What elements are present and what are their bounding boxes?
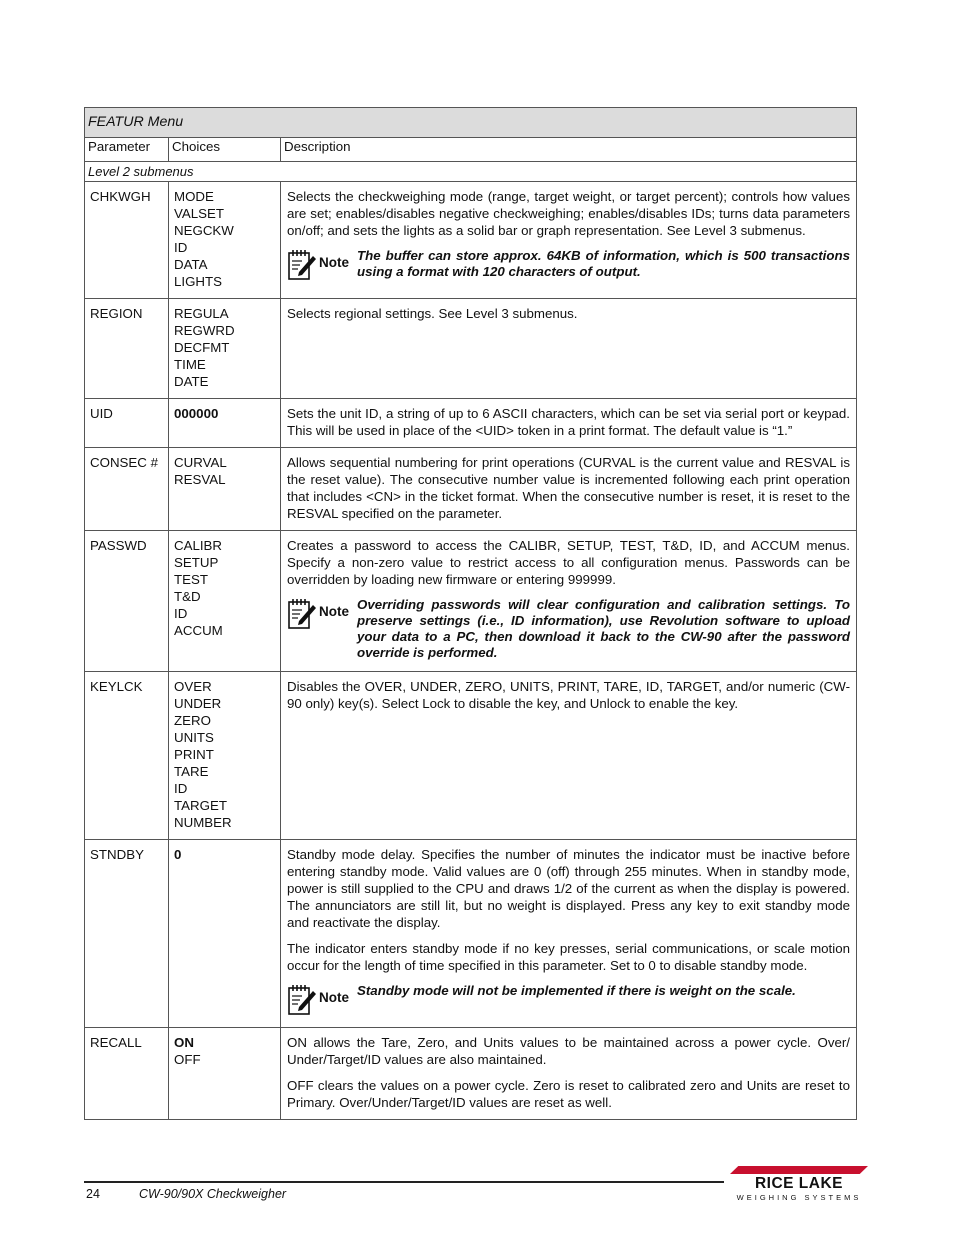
note-box — [287, 597, 850, 661]
choice-item: ID — [174, 781, 188, 796]
choice-item: CALIBR — [174, 538, 223, 553]
table-row — [85, 840, 857, 1028]
parameter-cell: RECALL — [85, 1028, 169, 1120]
column-header-description: Description — [281, 138, 857, 162]
table-row — [85, 448, 857, 531]
choice-item: DECFMT — [174, 340, 230, 355]
parameter-cell: CHKWGH — [85, 182, 169, 299]
choices-cell — [169, 399, 281, 448]
logo-tagline: WEIGHING SYSTEMS — [736, 1193, 862, 1202]
choice-item: 000000 — [174, 406, 219, 421]
choice-item: RESVAL — [174, 472, 226, 487]
table-body — [85, 182, 857, 1120]
column-header-parameter: Parameter — [85, 138, 169, 162]
logo-name: RICE LAKE — [754, 1175, 844, 1192]
table-subheading: Level 2 submenus — [85, 162, 857, 182]
choices-cell — [169, 299, 281, 399]
parameter-cell: KEYLCK — [85, 672, 169, 840]
rice-lake-logo — [728, 1166, 870, 1202]
note-box — [287, 248, 850, 282]
description-cell — [281, 299, 857, 399]
choice-item: DATA — [174, 257, 208, 272]
parameter-cell: REGION — [85, 299, 169, 399]
parameter-cell: UID — [85, 399, 169, 448]
description-cell — [281, 531, 857, 672]
choices-cell — [169, 840, 281, 1028]
choice-item: TARGET — [174, 798, 227, 813]
choice-item: MODE — [174, 189, 214, 204]
choices-cell — [169, 182, 281, 299]
choice-item: ZERO — [174, 713, 211, 728]
note-label: Note — [319, 990, 349, 1005]
description-paragraph: Standby mode delay. Specifies the number of minutes the indicator must be inactive before entering standby mode. Valid values are 0 (off) through 255 minutes. When in standby mode, power is still supplied to the CPU and draws 1/2 of the current as when the display is powered. The annunciators are still lit, but no weight is displayed. Press any key to exit standby mode and reactivate the display. — [287, 847, 850, 930]
choice-item: LIGHTS — [174, 274, 223, 289]
choice-item: NUMBER — [174, 815, 232, 830]
choice-item: DATE — [174, 374, 209, 389]
description-cell — [281, 840, 857, 1028]
choice-item: ID — [174, 240, 188, 255]
choices-cell — [169, 672, 281, 840]
choice-item: UNITS — [174, 730, 214, 745]
note-text: Overriding passwords will clear configuration and calibration settings. To preserve settings (i.e., ID information), use Revolution software to upload your data to a PC, then download it back to the CW-90 after the password override is performed. — [357, 597, 850, 660]
choice-item: ID — [174, 606, 188, 621]
parameter-cell: PASSWD — [85, 531, 169, 672]
parameter-cell: STNDBY — [85, 840, 169, 1028]
choice-item: ACCUM — [174, 623, 223, 638]
note-text: The buffer can store approx. 64KB of information, which is 500 transactions using a format with 120 characters of output. — [357, 248, 850, 279]
note-box — [287, 983, 850, 1017]
description-cell — [281, 1028, 857, 1120]
choice-item: PRINT — [174, 747, 214, 762]
description-paragraph: ON allows the Tare, Zero, and Units values to be maintained across a power cycle. Over/ Under/Target/ID values are also maintained. — [287, 1035, 850, 1067]
note-pencil-icon — [287, 248, 357, 282]
description-paragraph: Creates a password to access the CALIBR, SETUP, TEST, T&D, ID, and ACCUM menus. Specify a non-zero value to restrict access to all configuration menus. Passwords can be overridden by loading new firmware or entering 999999. — [287, 538, 850, 587]
choice-item: TEST — [174, 572, 208, 587]
choice-item: OFF — [174, 1052, 201, 1067]
note-pencil-icon — [287, 983, 357, 1017]
description-paragraph: Allows sequential numbering for print operations (CURVAL is the current value and RESVAL is the reset value). The consecutive number value is incremented following each print operation that includes <CN> in the ticket format. When the consecutive number is reset, it is reset to the RESVAL specified on the parameter. — [287, 455, 850, 521]
footer-rule — [84, 1181, 724, 1183]
description-cell — [281, 182, 857, 299]
page-number: 24 — [86, 1187, 100, 1201]
choice-item: TARE — [174, 764, 209, 779]
description-cell — [281, 672, 857, 840]
note-label: Note — [319, 604, 349, 619]
table-row — [85, 531, 857, 672]
choice-item: CURVAL — [174, 455, 227, 470]
document-title: CW-90/90X Checkweigher — [139, 1187, 287, 1201]
description-paragraph: Sets the unit ID, a string of up to 6 ASCII characters, which can be set via serial port or keypad. This will be used in place of the <UID> token in a print format. The default value is “1.” — [287, 406, 850, 438]
description-paragraph: Selects the checkweighing mode (range, target weight, or target percent); controls how values are set; enables/disables negative checkweighing; enables/disables IDs; turns data parameters on/off; and sets the lights as a solid bar or graph representation. See Level 3 submenus. — [287, 189, 850, 238]
featur-menu-table — [84, 107, 857, 1120]
choice-item: NEGCKW — [174, 223, 234, 238]
note-pencil-icon — [287, 597, 357, 631]
choice-item: UNDER — [174, 696, 222, 711]
table-row — [85, 182, 857, 299]
choices-cell — [169, 448, 281, 531]
choice-item: T&D — [174, 589, 201, 604]
description-paragraph: Disables the OVER, UNDER, ZERO, UNITS, PRINT, TARE, ID, TARGET, and/or numeric (CW-90 only) key(s). Select Lock to disable the key, and Unlock to enable the key. — [287, 679, 850, 711]
choice-item: VALSET — [174, 206, 225, 221]
choice-item: SETUP — [174, 555, 219, 570]
description-cell — [281, 399, 857, 448]
choice-item: REGULA — [174, 306, 229, 321]
table-row — [85, 299, 857, 399]
table-row — [85, 1028, 857, 1120]
column-header-choices: Choices — [169, 138, 281, 162]
choice-item: 0 — [174, 847, 182, 862]
table-title: FEATUR Menu — [85, 108, 857, 138]
table-row — [85, 399, 857, 448]
table-row — [85, 672, 857, 840]
logo-accent-bar — [730, 1166, 868, 1174]
description-cell — [281, 448, 857, 531]
note-label: Note — [319, 255, 349, 270]
choices-cell — [169, 531, 281, 672]
choice-item: OVER — [174, 679, 212, 694]
description-paragraph: Selects regional settings. See Level 3 submenus. — [287, 306, 578, 321]
choice-item: ON — [174, 1035, 194, 1050]
choices-cell — [169, 1028, 281, 1120]
choice-item: REGWRD — [174, 323, 235, 338]
choice-item: TIME — [174, 357, 206, 372]
parameter-cell: CONSEC # — [85, 448, 169, 531]
note-text: Standby mode will not be implemented if there is weight on the scale. — [357, 983, 796, 998]
description-paragraph: The indicator enters standby mode if no key presses, serial communications, or scale motion occur for the length of time specified in this parameter. Set to 0 to disable standby mode. — [287, 941, 850, 973]
description-paragraph: OFF clears the values on a power cycle. Zero is reset to calibrated zero and Units are reset to Primary. Over/Under/Target/ID values are reset as well. — [287, 1078, 850, 1110]
